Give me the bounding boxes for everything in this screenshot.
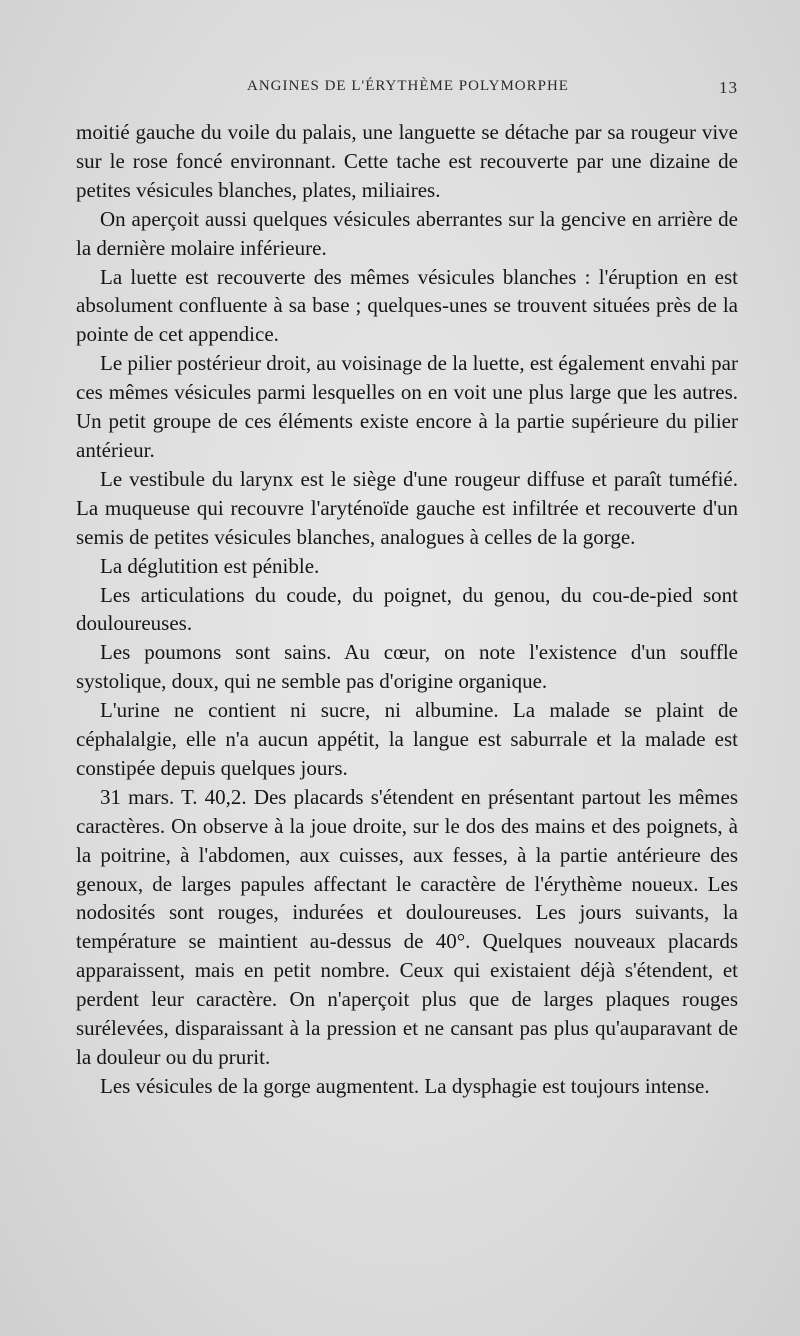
paragraph: Les articulations du coude, du poignet, du genou, du cou-de-pied sont douloureuses. <box>76 582 738 636</box>
paragraph: Les vésicules de la gorge augmentent. La dysphagie est toujours intense. <box>100 1073 710 1098</box>
paragraph: 31 mars. T. 40,2. Des placards s'étendent en présentant partout les mêmes caractères. On observe à la joue droite, sur le dos des mains et des poignets, à la poitrine, à l'abdomen, aux cuisses, aux fesses, à la partie antérieure des genoux, de larges papules affectant le caractère de l'érythème noueux. Les nodosités sont rouges, indurées et douloureuses. Les jours suivants, la température se maintient au-dessus de 40°. Quelques nouveaux placards apparaissent, mais en petit nombre. Ceux qui existaient déjà s'étendent, et perdent leur caractère. On n'aperçoit plus que de larges plaques rouges surélevées, disparaissant à la pression et ne cansant pas plus qu'auparavant de la douleur ou du prurit. <box>76 784 738 1069</box>
paragraph: L'urine ne contient ni sucre, ni albumine. La malade se plaint de céphalalgie, elle n'a aucun appétit, la langue est saburrale et la malade est constipée depuis quelques jours. <box>76 698 738 780</box>
paragraph: La déglutition est pénible. <box>100 553 320 578</box>
running-title: ANGINES DE L'ÉRYTHÈME POLYMORPHE <box>247 78 569 94</box>
paragraph: Les poumons sont sains. Au cœur, on note l'existence d'un souffle systolique, doux, qui ne semble pas d'origine organique. <box>76 640 738 694</box>
paragraph-continued: moitié gauche du voile du palais, une languette se détache par sa rougeur vive sur le rose foncé environnant. Cette tache est recouverte par une dizaine de petites vésicules blanches, plates, miliaires. <box>76 120 738 202</box>
page-header <box>78 78 738 102</box>
body-text <box>76 118 738 1101</box>
paragraph: Le vestibule du larynx est le siège d'une rougeur diffuse et paraît tuméfié. La muqueuse qui recouvre l'aryténoïde gauche est infiltrée et recouverte d'un semis de petites vésicules blanches, analogues à celles de la gorge. <box>76 466 738 549</box>
paragraph: La luette est recouverte des mêmes vésicules blanches : l'éruption en est absolument confluente à sa base ; quelques-unes se trouvent situées près de la pointe de cet appendice. <box>76 264 738 347</box>
page-number: 13 <box>719 78 738 97</box>
paragraph: On aperçoit aussi quelques vésicules aberrantes sur la gencive en arrière de la dernière molaire inférieure. <box>76 206 738 260</box>
paragraph: Le pilier postérieur droit, au voisinage de la luette, est également envahi par ces mêmes vésicules parmi lesquelles on en voit une plus large que les autres. Un petit groupe de ces éléments existe encore à la partie supérieure du pilier antérieur. <box>76 351 738 462</box>
